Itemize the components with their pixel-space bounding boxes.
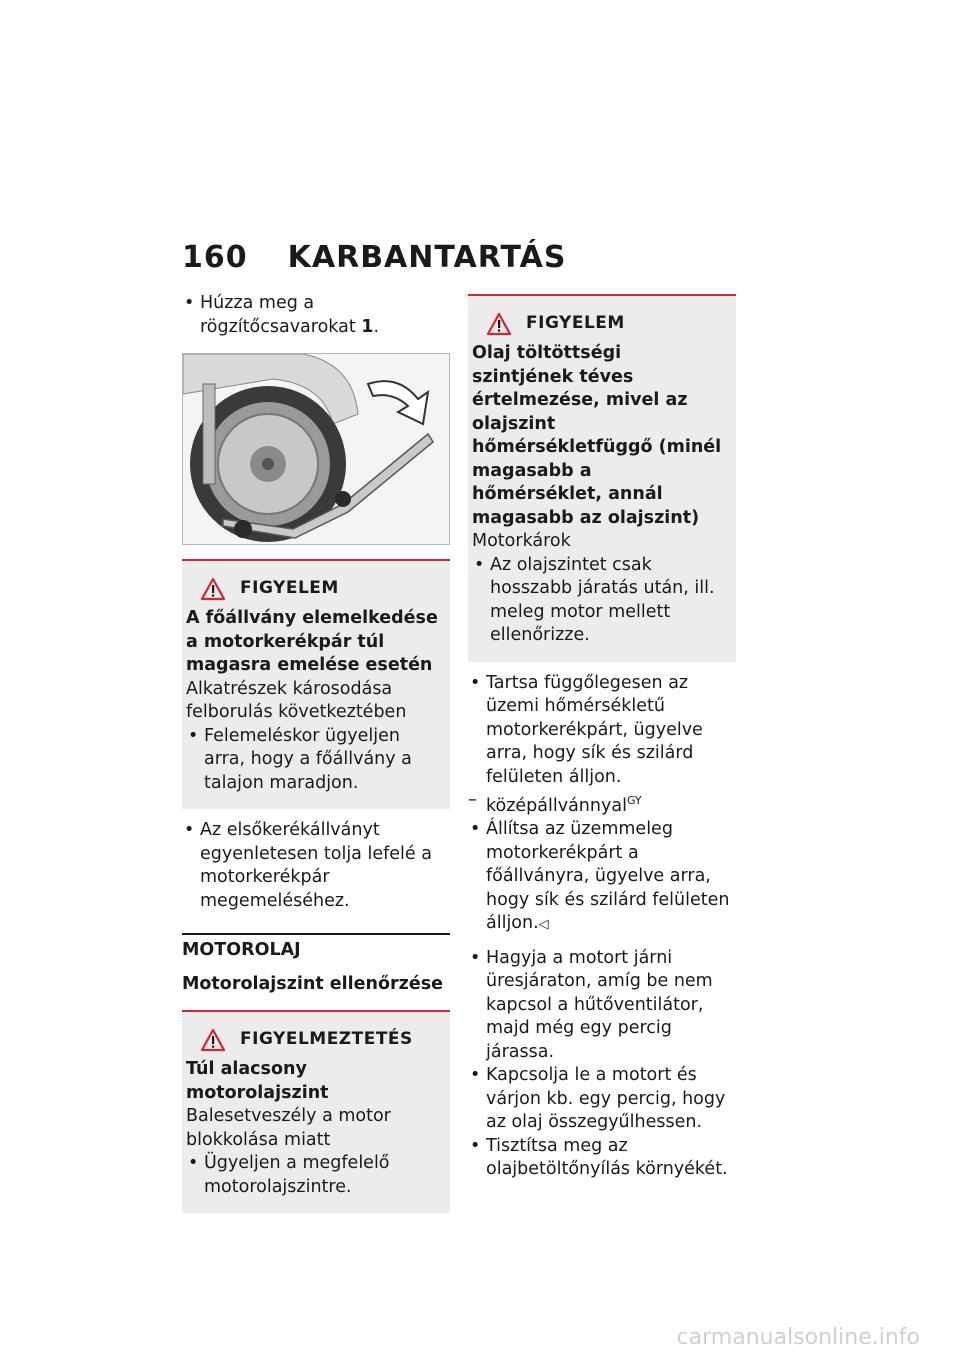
step-stop-engine: • Kapcsolja le a motort és várjon kb. egy percig, hogy az olaj összegyűlhessen. [468,1064,736,1135]
option-text: középállvánnyal [486,795,627,816]
step-main-stand [468,818,736,937]
front-stand-figure [182,353,450,545]
step-push-stand: • Az elsőkerékállványt egyenletesen tolja lefelé a motorkerékpár megemeléséhez. [182,819,450,913]
step-text-end: . [373,316,380,337]
warning-header [186,571,440,607]
page-title: KARBANTARTÁS [287,240,567,275]
option-superscript: GY [626,794,642,807]
warning-header [186,1022,440,1058]
end-mark-icon: ◁ [538,917,549,933]
warning-title: Túl alacsony motorolajszint [186,1059,329,1103]
warning-text: Balesetveszély a motor blokkolása miatt [186,1106,391,1150]
warning-box-main-stand [182,559,450,809]
section-heading: MOTOROLAJ [182,933,450,963]
page-number: 160 [182,240,248,275]
warning-text: Motorkárok [472,531,571,551]
warning-triangle-icon [200,577,226,601]
step-hold-upright: • Tartsa függőlegesen az üzemi hőmérsékletű motorkerékpárt, ügyelve arra, hogy sík és szilárd felületen álljon. [468,672,736,790]
warning-label: FIGYELEM [526,313,625,334]
warning-box-oil-reading [468,294,736,662]
motorcycle-front-stand-illustration [183,354,449,544]
warning-triangle-icon [486,312,512,336]
step-idle-engine: • Hagyja a motort járni üresjáraton, amíg be nem kapcsol a hűtőventilátor, majd még egy percig járassa. [468,947,736,1065]
step-tighten-bolts [182,292,450,339]
warning-title: A főállvány elemelkedése a motorkerékpár túl magasra emelése esetén [186,608,438,675]
warning-bullet: • Az olajszintet csak hosszabb járatás után, ill. meleg motor mellett ellenőrizze. [472,554,726,648]
warning-triangle-icon [200,1028,226,1052]
right-column [468,294,736,1182]
step-text: Húzza meg a rögzítőcsavarokat [200,293,362,337]
warning-title: Olaj töltöttségi szintjének téves értelmezése, mivel az olajszint hőmérsékletfüggő (minél magasabb a hőmérséklet, annál magasabb az olajszint) [472,343,722,528]
watermark: carmanualsonline.info [676,1325,920,1350]
warning-bullet: • Felemeléskor ügyeljen arra, hogy a főállvány a talajon maradjon. [186,725,440,796]
step-text: Állítsa az üzemmeleg motorkerékpárt a főállványra, ügyelve arra, hogy sík és szilárd felületen álljon. [486,819,730,934]
warning-header [472,306,726,342]
option-center-stand [468,789,736,818]
warning-label: FIGYELEM [240,578,339,599]
left-column [182,292,450,1213]
warning-text: Alkatrészek károsodása felborulás következtében [186,678,407,722]
warning-bullet: • Ügyeljen a megfelelő motorolajszintre. [186,1152,440,1199]
step-clean-filler: • Tisztítsa meg az olajbetöltőnyílás környékét. [468,1135,736,1182]
page-header [182,240,566,275]
warning-box-oil-level [182,1010,450,1213]
warning-label: FIGYELMEZTETÉS [240,1029,413,1050]
subsection-heading: Motorolajszint ellenőrzése [182,973,443,994]
reference-number: 1 [361,316,374,337]
